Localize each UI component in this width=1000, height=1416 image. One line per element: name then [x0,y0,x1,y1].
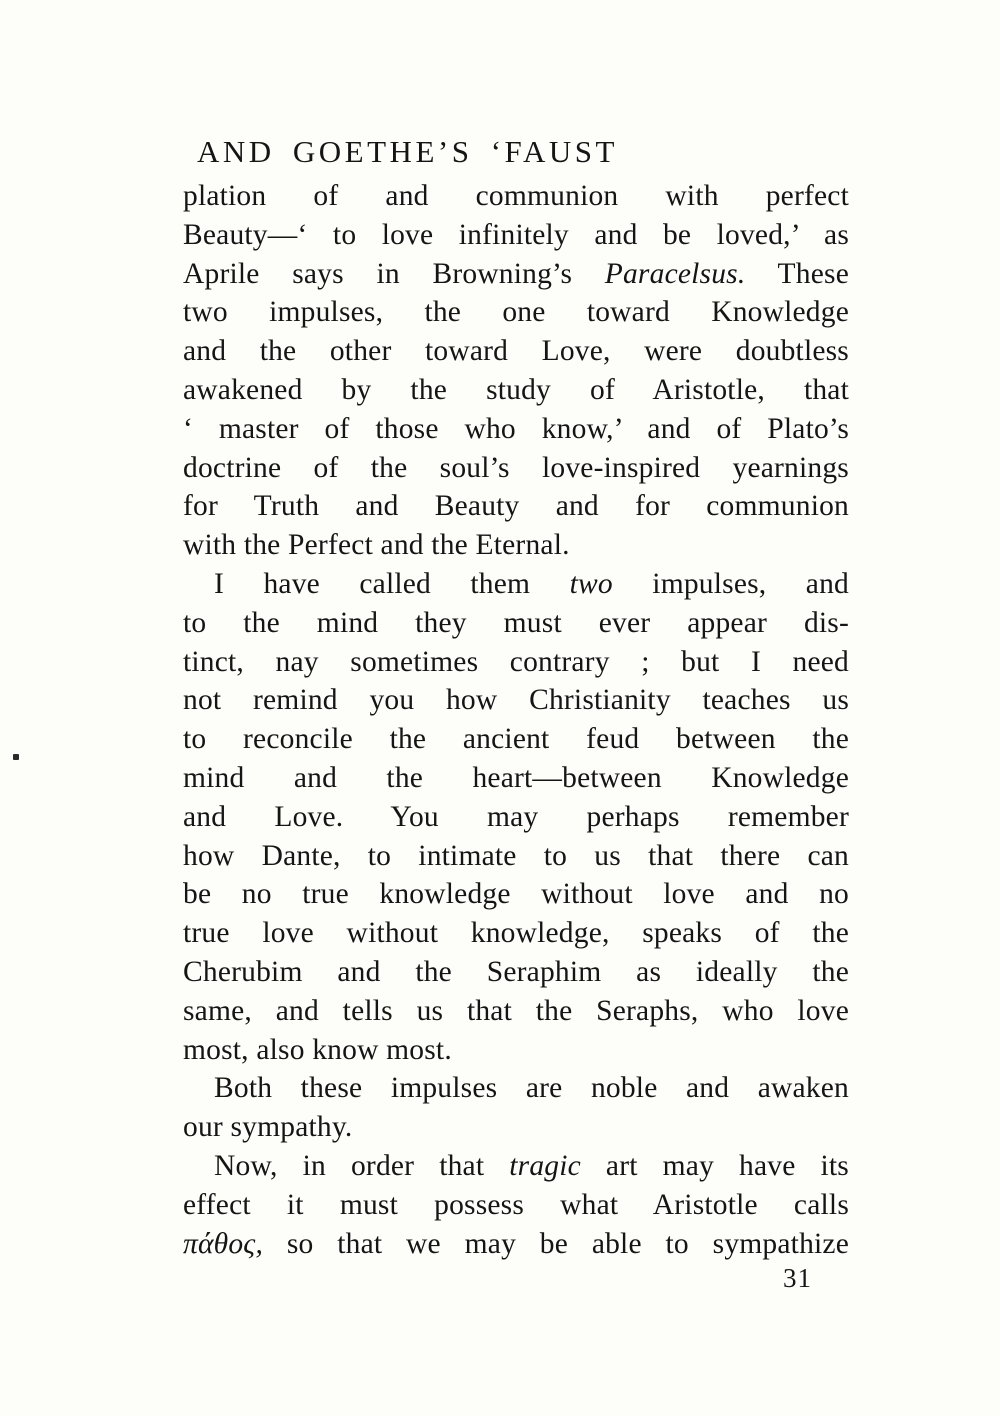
text-line: be no true knowledge without love and no [183,878,849,911]
text-line: ‘ master of those who know,’ and of Plato’s [183,412,849,445]
text-line: most, also know most. [183,1033,452,1066]
text-line: awakened by the study of Aristotle, that [183,373,849,406]
text-block [183,177,849,1263]
text-line: πάθος, so that we may be able to sympathize [183,1227,849,1260]
text-line: and the other toward Love, were doubtless [183,335,849,368]
text-line: tinct, nay sometimes contrary ; but I need [183,645,849,678]
text-line: Aprile says in Browning’s Paracelsus. These [183,257,849,290]
text-line: doctrine of the soul’s love-inspired yearnings [183,451,849,484]
text-line: and Love. You may perhaps remember [183,800,849,833]
text-line: Beauty—‘ to love infinitely and be loved,’ as [183,218,849,251]
text-line: mind and the heart—between Knowledge [183,761,849,794]
text-line: Now, in order that tragic art may have its [214,1149,849,1182]
scan-speck [13,754,19,760]
text-line: with the Perfect and the Eternal. [183,529,570,562]
text-line: for Truth and Beauty and for communion [183,490,849,523]
text-line: to the mind they must ever appear dis- [183,606,849,639]
text-line: Cherubim and the Seraphim as ideally the [183,955,849,988]
text-line: our sympathy. [183,1111,353,1144]
text-line: effect it must possess what Aristotle calls [183,1188,849,1221]
text-line: two impulses, the one toward Knowledge [183,296,849,329]
text-line: Both these impulses are noble and awaken [214,1072,849,1105]
running-header: AND GOETHE’S ‘FAUST [197,134,618,169]
text-line: true love without knowledge, speaks of the [183,917,849,950]
text-line: to reconcile the ancient feud between the [183,723,849,756]
text-line: I have called them two impulses, and [214,567,849,600]
text-line: same, and tells us that the Seraphs, who love [183,994,849,1027]
text-line: plation of and communion with perfect [183,180,849,212]
text-line: how Dante, to intimate to us that there can [183,839,849,872]
text-line: not remind you how Christianity teaches us [183,684,849,717]
page-number: 31 [783,1263,812,1293]
